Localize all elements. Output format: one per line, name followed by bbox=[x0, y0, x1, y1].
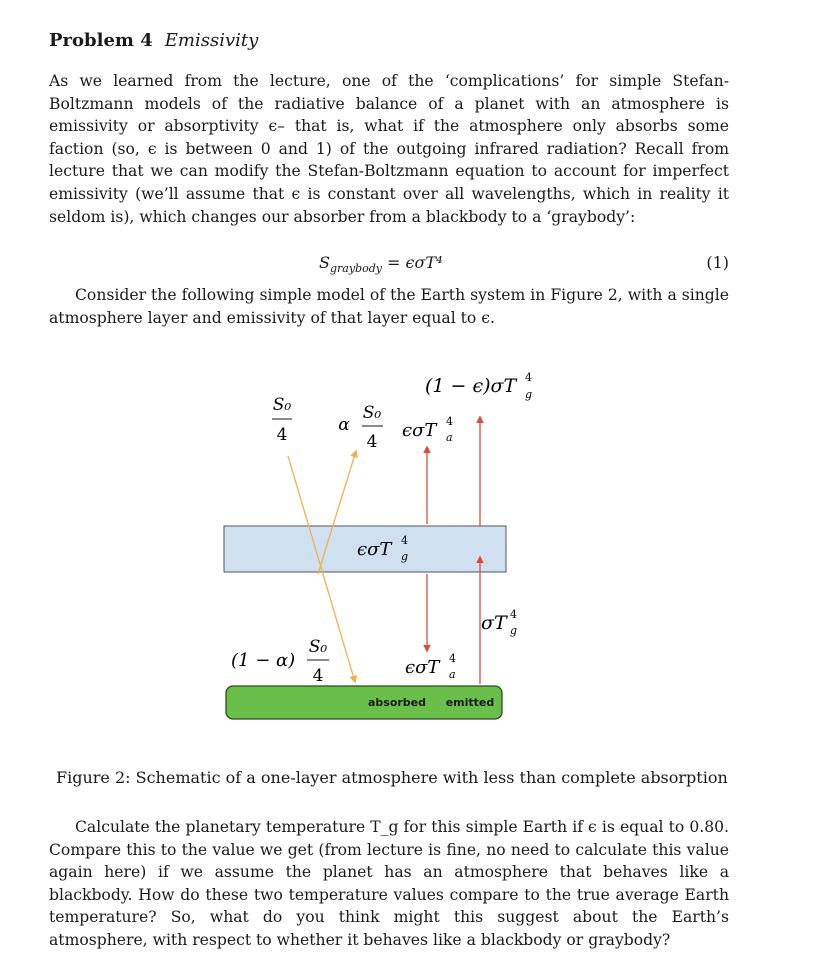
alpha-numerator: S₀ bbox=[362, 403, 382, 423]
eps-sigma-ta-bottom-sub: a bbox=[449, 668, 456, 681]
absorbed-label: absorbed bbox=[367, 696, 427, 709]
eps-sigma-ta-top-sub: a bbox=[446, 431, 453, 444]
one-minus-alpha-denominator: 4 bbox=[312, 666, 324, 686]
alpha-denominator: 4 bbox=[366, 432, 378, 452]
atmosphere-upward-label bbox=[402, 415, 453, 444]
model-paragraph: Consider the following simple model of the Earth system in Figure 2, with a single atmosphere layer and emissivity of that layer equal to ϵ. bbox=[49, 286, 729, 327]
one-minus-eps-sub: g bbox=[525, 388, 533, 401]
sigma-tg-sub: g bbox=[510, 624, 518, 637]
eps-sigma-ta-top-text: ϵσT bbox=[402, 420, 437, 441]
equation-rhs: = ϵσT⁴ bbox=[381, 253, 443, 272]
problem-title: Emissivity bbox=[164, 30, 259, 51]
figure-caption: Figure 2: Schematic of a one-layer atmosphere with less than complete absorption bbox=[56, 768, 728, 787]
one-minus-alpha-text: (1 − α) bbox=[231, 650, 296, 671]
one-minus-eps-sup: 4 bbox=[525, 371, 532, 384]
one-minus-alpha-numerator: S₀ bbox=[308, 637, 328, 657]
ground-emission-label bbox=[481, 608, 517, 637]
sigma-tg-text: σT bbox=[481, 612, 507, 634]
equation-subscript: graybody bbox=[329, 262, 382, 276]
eps-sigma-ta-top-sup: 4 bbox=[446, 415, 453, 428]
incoming-solar-label bbox=[272, 395, 292, 445]
eps-sigma-ta-bottom-text: ϵσT bbox=[405, 657, 440, 678]
alpha-symbol: α bbox=[338, 415, 350, 435]
question-paragraph: Calculate the planetary temperature T_g for this simple Earth if ϵ is equal to 0.80. Compare this to the value we get (from lecture is fine, no need to calculate this value again here) if we assume the planet has an atmosphere that behaves like a blackbody. How do these two temperature values compare to the true average Earth temperature? So, what do you think might this suggest about the Earth’s atmosphere, with respect to whether it behaves like a blackbody or graybody? bbox=[49, 818, 729, 949]
problem-number: Problem 4 bbox=[49, 30, 153, 51]
atmosphere-downward-label bbox=[405, 652, 456, 681]
eps-sigma-ta-bottom-sup: 4 bbox=[449, 652, 456, 665]
transmitted-emission-label bbox=[425, 371, 532, 401]
reflected-solar-label bbox=[338, 403, 383, 452]
emitted-label: emitted bbox=[445, 696, 495, 709]
eps-sigma-tg-layer-text: ϵσT bbox=[357, 539, 392, 560]
absorbed-solar-label bbox=[231, 637, 329, 686]
eps-sigma-tg-layer-sub: g bbox=[401, 550, 409, 563]
eps-sigma-tg-layer-sup: 4 bbox=[401, 534, 408, 547]
one-minus-eps-text: (1 − ϵ)σT bbox=[425, 375, 517, 397]
equation-number: (1) bbox=[706, 253, 729, 272]
equation-lhs: S bbox=[319, 253, 330, 272]
s0-top-denominator: 4 bbox=[276, 425, 288, 445]
sigma-tg-sup: 4 bbox=[510, 608, 517, 621]
intro-paragraph: As we learned from the lecture, one of the ‘complications’ for simple Stefan-Boltzmann models of the radiative balance of a planet with an atmosphere is emissivity or absorptivity ϵ– that is, what if the atmosphere only absorbs some faction (so, ϵ is between 0 and 1) of the outgoing infrared radiation? Recall from lecture that we can modify the Stefan-Boltzmann equation to account for imperfect emissivity (we’ll assume that ϵ is constant over all wavelengths, which in reality it seldom is), which changes our absorber from a blackbody to a ‘graybody’: bbox=[49, 72, 729, 226]
s0-top-numerator: S₀ bbox=[272, 395, 292, 415]
